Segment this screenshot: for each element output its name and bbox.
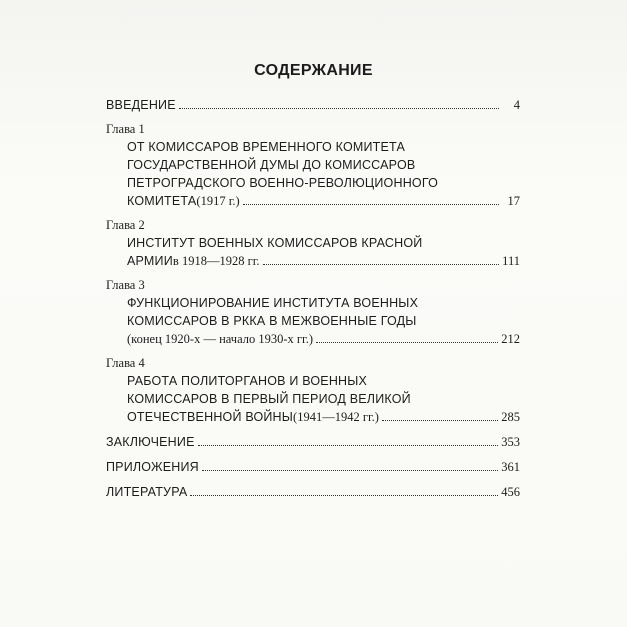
- page-number: 212: [501, 332, 520, 346]
- chapter-date-range: в 1918—1928 гг.: [172, 254, 260, 268]
- dot-leader: [243, 204, 499, 205]
- toc-entry-chapter-2[interactable]: [106, 217, 520, 270]
- toc-entry-appendices[interactable]: [106, 458, 520, 476]
- toc-entry-intro[interactable]: [106, 96, 520, 114]
- dot-leader: [263, 264, 499, 265]
- chapter-title-line: ИНСТИТУТ ВОЕННЫХ КОМИССАРОВ КРАСНОЙ: [127, 236, 423, 250]
- toc-entry-literature[interactable]: [106, 483, 520, 501]
- chapter-title-line: ФУНКЦИОНИРОВАНИЕ ИНСТИТУТА ВОЕННЫХ: [127, 296, 419, 310]
- chapter-title-line: ПЕТРОГРАДСКОГО ВОЕННО-РЕВОЛЮЦИОННОГО: [127, 176, 439, 190]
- page-number: 111: [502, 254, 520, 268]
- dot-leader: [198, 445, 499, 446]
- page-number: 361: [501, 460, 520, 474]
- entry-title: ЛИТЕРАТУРА: [106, 485, 188, 499]
- chapter-date-range: (конец 1920-х — начало 1930-х гг.): [127, 332, 314, 346]
- toc-entry-chapter-1[interactable]: [106, 121, 520, 210]
- chapter-label: Глава 3: [106, 278, 145, 292]
- toc-entry-chapter-4[interactable]: [106, 355, 520, 426]
- toc-entry-chapter-3[interactable]: [106, 277, 520, 348]
- dot-leader: [202, 470, 498, 471]
- chapter-title-line: КОМИССАРОВ В ПЕРВЫЙ ПЕРИОД ВЕЛИКОЙ: [127, 392, 411, 406]
- chapter-label: Глава 1: [106, 122, 145, 136]
- dot-leader: [382, 420, 498, 421]
- table-of-contents: [106, 96, 520, 501]
- chapter-label: Глава 2: [106, 218, 145, 232]
- page-number: 4: [513, 98, 520, 112]
- chapter-title-line: ОТЕЧЕСТВЕННОЙ ВОЙНЫ: [127, 410, 294, 424]
- chapter-label: Глава 4: [106, 356, 145, 370]
- dot-leader: [316, 342, 498, 343]
- chapter-title-line: РАБОТА ПОЛИТОРГАНОВ И ВОЕННЫХ: [127, 374, 368, 388]
- toc-entry-conclusion[interactable]: [106, 433, 520, 451]
- chapter-title-line: КОМИССАРОВ В РККА В МЕЖВОЕННЫЕ ГОДЫ: [127, 314, 417, 328]
- chapter-date-range: (1917 г.): [196, 194, 240, 208]
- page-number: 353: [501, 435, 520, 449]
- chapter-date-range: (1941—1942 гг.): [293, 410, 379, 424]
- entry-title: ЗАКЛЮЧЕНИЕ: [106, 435, 195, 449]
- page-number: 17: [507, 194, 520, 208]
- page-number: 285: [501, 410, 520, 424]
- chapter-title-line: ОТ КОМИССАРОВ ВРЕМЕННОГО КОМИТЕТА: [127, 140, 405, 154]
- chapter-title-line: КОМИТЕТА: [127, 194, 197, 208]
- entry-title: ВВЕДЕНИЕ: [106, 98, 176, 112]
- entry-title: ПРИЛОЖЕНИЯ: [106, 460, 199, 474]
- toc-heading: СОДЕРЖАНИЕ: [254, 62, 373, 79]
- chapter-title-line: ГОСУДАРСТВЕННОЙ ДУМЫ ДО КОМИССАРОВ: [127, 158, 416, 172]
- dot-leader: [190, 495, 498, 496]
- page-number: 456: [501, 485, 520, 499]
- dot-leader: [179, 108, 499, 109]
- chapter-title-line: АРМИИ: [127, 254, 173, 268]
